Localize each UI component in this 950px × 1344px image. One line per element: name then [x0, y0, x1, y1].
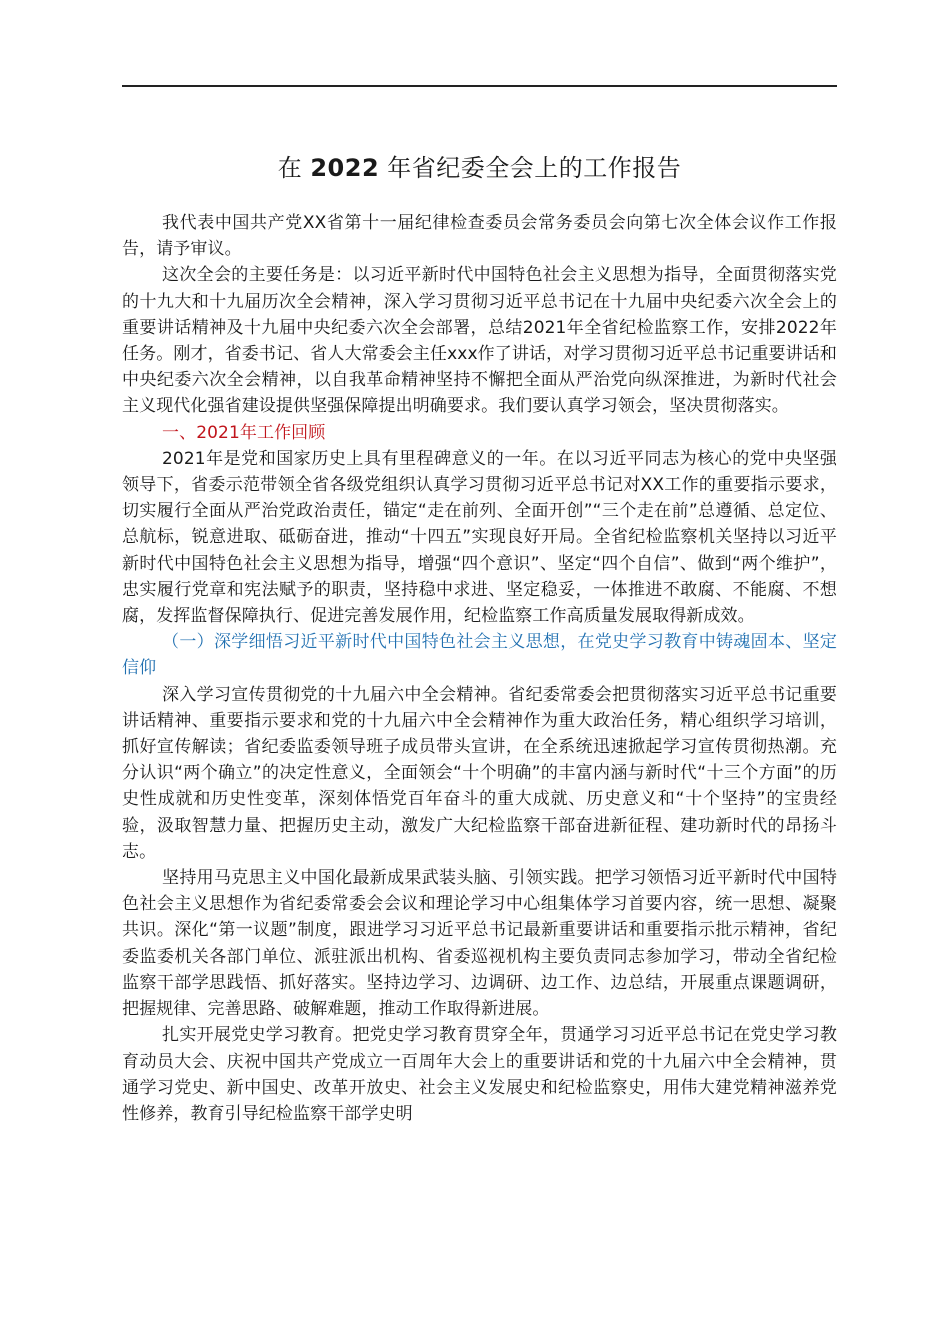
- subsection-heading-1: （一）深学细悟习近平新时代中国特色社会主义思想，在党史学习教育中铸魂固本、坚定信仰: [122, 632, 837, 679]
- title-year: 2022: [310, 154, 380, 182]
- document-body: [122, 210, 837, 1127]
- header-rule: [122, 85, 837, 87]
- paragraph-2021-review: 2021年是党和国家历史上具有里程碑意义的一年。在以习近平同志为核心的党中央坚强领导下，省委示范带领全省各级党组织认真学习贯彻习近平总书记对XX工作的重要指示要求，切实履行全面从严治党政治责任，锚定“走在前列、全面开创”“三个走在前”总遵循、总定位、总航标，锐意进取、砥砺奋进，推动“十四五”实现良好开局。全省纪检监察机关坚持以习近平新时代中国特色社会主义思想为指导，增强“四个意识”、坚定“四个自信”、做到“两个维护”，忠实履行党章和宪法赋予的职责，坚持稳中求进、坚定稳妥，一体推进不敢腐、不能腐、不想腐，发挥监督保障执行、促进完善发展作用，纪检监察工作高质量发展取得新成效。: [122, 448, 837, 627]
- section-heading-1: 一、2021年工作回顾: [162, 422, 326, 443]
- paragraph-party-history: 扎实开展党史学习教育。把党史学习教育贯穿全年，贯通学习习近平总书记在党史学习教育动员大会、庆祝中国共产党成立一百周年大会上的重要讲话和党的十九届六中全会精神，贯通学习党史、新中国史、改革开放史、社会主义发展史和纪检监察史，用伟大建党精神滋养党性修养，教育引导纪检监察干部学史明: [122, 1025, 837, 1124]
- paragraph-main-tasks: 这次全会的主要任务是：以习近平新时代中国特色社会主义思想为指导，全面贯彻落实党的十九大和十九届历次全会精神，深入学习贯彻习近平总书记在十九届中央纪委六次全会上的重要讲话精神及十九届中央纪委六次全会部署，总结2021年全省纪检监察工作，安排2022年任务。刚才，省委书记、省人大常委会主任xxx作了讲话，对学习贯彻习近平总书记重要讲话和中央纪委六次全会精神，以自我革命精神坚持不懈把全面从严治党向纵深推进，为新时代社会主义现代化强省建设提供坚强保障提出明确要求。我们要认真学习领会，坚决贯彻落实。: [122, 265, 837, 417]
- paragraph-sixth-plenum: 深入学习宣传贯彻党的十九届六中全会精神。省纪委常委会把贯彻落实习近平总书记重要讲话精神、重要指示要求和党的十九届六中全会精神作为重大政治任务，精心组织学习培训，抓好宣传解读；省纪委监委领导班子成员带头宣讲，在全系统迅速掀起学习宣传贯彻热潮。充分认识“两个确立”的决定性意义，全面领会“十个明确”的丰富内涵与新时代“十三个方面”的历史性成就和历史性变革，深刻体悟党百年奋斗的重大成就、历史意义和“十个坚持”的宝贵经验，汲取智慧力量、把握历史主动，激发广大纪检监察干部奋进新征程、建功新时代的昂扬斗志。: [122, 684, 837, 862]
- title-prefix: 在: [277, 154, 303, 182]
- title-suffix: 年省纪委全会上的工作报告: [387, 154, 682, 182]
- page-title: [122, 150, 837, 186]
- paragraph-marxism: 坚持用马克思主义中国化最新成果武装头脑、引领实践。把学习领悟习近平新时代中国特色社会主义思想作为省纪委常委会会议和理论学习中心组集体学习首要内容，统一思想、凝聚共识。深化“第一议题”制度，跟进学习习近平总书记最新重要讲话和重要指示批示精神，省纪委监委机关各部门单位、派驻派出机构、省委巡视机构主要负责同志参加学习，带动全省纪检监察干部学思践悟、抓好落实。坚持边学习、边调研、边工作、边总结，开展重点课题调研，把握规律、完善思路、破解难题，推动工作取得新进展。: [122, 868, 837, 1020]
- paragraph-intro: 我代表中国共产党XX省第十一届纪律检查委员会常务委员会向第七次全体会议作工作报告，请予审议。: [122, 213, 837, 260]
